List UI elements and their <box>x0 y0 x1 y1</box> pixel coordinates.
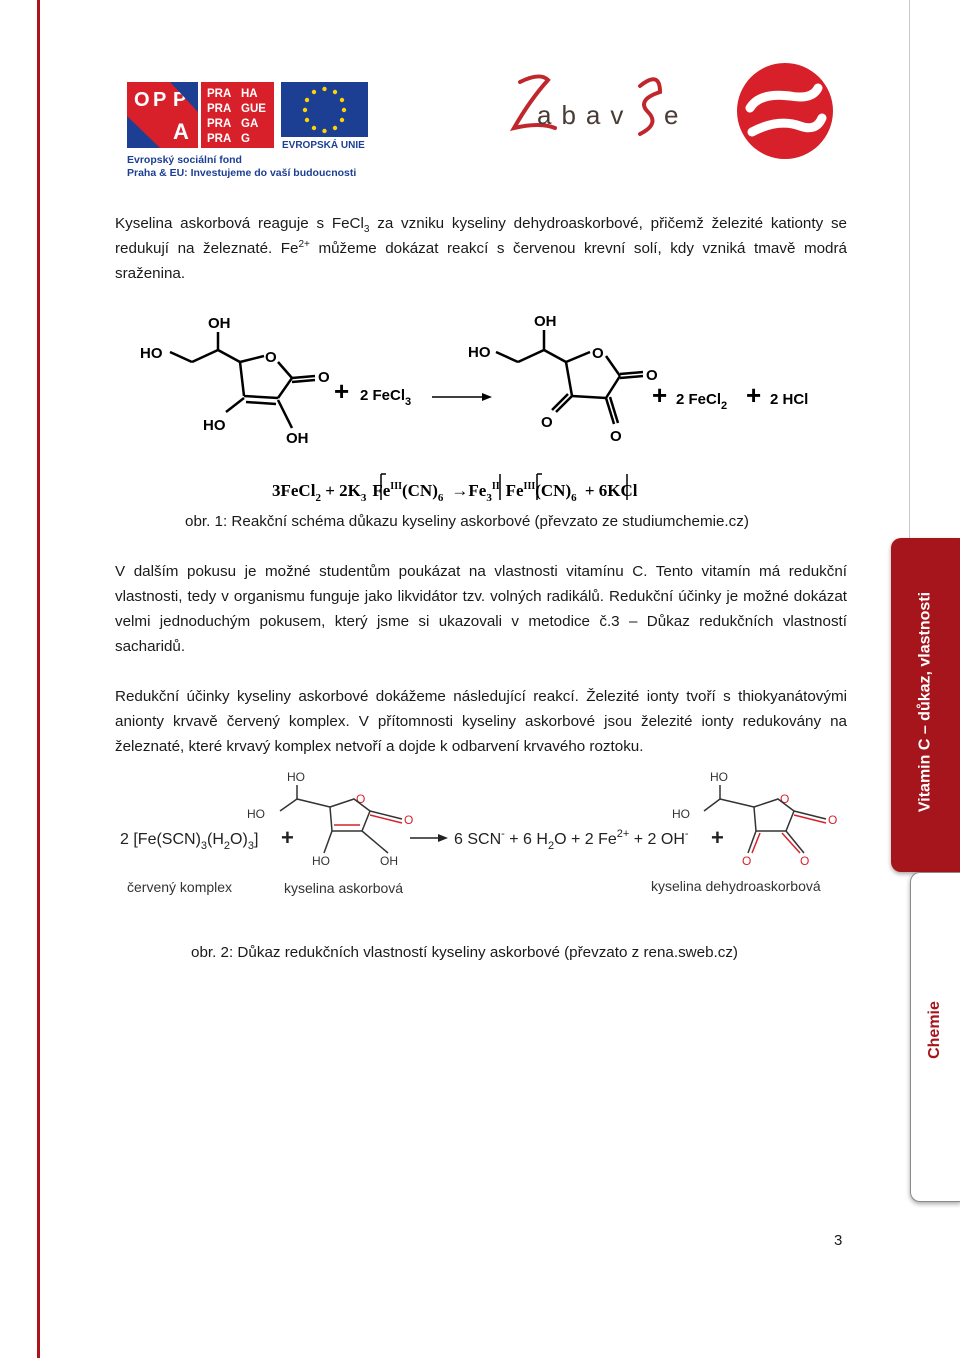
praha-text: GUE <box>241 103 266 115</box>
praha-text: GA <box>241 118 259 130</box>
atom-label: O <box>742 854 752 868</box>
reaction-arrow <box>432 393 492 401</box>
atom-label: OH <box>534 313 557 330</box>
plus-sign: + <box>746 380 762 410</box>
iron-thiocyanate-complex: 2 $[Fe(SCN)_3(H_2O)_3]$ <box>120 831 259 852</box>
atom-label: OH <box>286 430 309 447</box>
atom-label: HO <box>203 417 226 434</box>
opp-letter: A <box>173 119 189 144</box>
prussian-blue-equation <box>272 474 638 504</box>
atom-label: HO <box>468 344 491 361</box>
reaction-arrow <box>410 834 448 842</box>
figure-1-reaction-scheme <box>0 300 960 510</box>
atom-label: O <box>828 813 838 827</box>
atom-label: O <box>541 414 553 431</box>
atom-label: HO <box>287 770 305 784</box>
dehydroascorbic-bonds <box>496 330 643 424</box>
opp-letter: P <box>153 89 167 111</box>
atom-label: O <box>404 813 414 827</box>
zabavse-end: e <box>664 100 679 130</box>
subject-tab-label: Chemie <box>926 1001 943 1059</box>
label-ascorbic-acid: kyselina askorbová <box>284 880 404 896</box>
figure-2-caption: obr. 2: Důkaz redukčních vlastností kyseliny askorbové (převzato z rena.sweb.cz) <box>191 944 738 961</box>
products: 6 SCN- + 6 $H_2O + 2$ $Fe^{2+} + 2$ OH- <box>454 828 689 852</box>
text-run: za vzniku kyseliny dehydroaskorbové, přičemž železité kationty se redukují na železnaté. Fe <box>115 215 847 257</box>
atom-label: O <box>646 367 658 384</box>
zabavse-logo <box>514 76 678 134</box>
header-logos <box>0 0 960 200</box>
plus-sign: + <box>652 380 668 410</box>
praha-text: PRA <box>207 103 232 115</box>
product-hcl: 2 HCl <box>770 391 809 408</box>
paragraph-reduction-properties: V dalším pokusu je možné studentům poukázat na vlastnosti vitamínu C. Tento vitamín má redukční vlastnosti, tedy v organismu funguje jako likvidátor tzv. volných radikálů. Redukční účinky je možné dokázat velmi jednoduchým pokusem, který jsme si ukazovali v metodice č.3 – Důkaz redukčních vlastností sacharidů. <box>115 563 847 655</box>
subject-tab-chemie[interactable] <box>910 872 960 1202</box>
opp-letter: O <box>134 89 150 111</box>
ascorbic-acid-bonds <box>280 785 402 853</box>
atom-label: OH <box>380 854 398 868</box>
atom-label: O <box>265 349 277 366</box>
text-run: Kyselina askorbová reaguje s FeCl <box>115 215 364 232</box>
reagent-fecl3: 2 FeCl$_3$ <box>360 387 412 408</box>
ascorbic-acid-bonds <box>170 332 315 428</box>
opp-logo <box>127 82 198 148</box>
plus-sign: + <box>281 825 294 850</box>
paragraph-reduction-reaction: Redukční účinky kyseliny askorbové dokážeme následující reakcí. Železité ionty tvoří s thiokyanátovými anionty krvavě červený komplex. V přítomnosti kyseliny askorbové jsou železité ionty redukovány na železnaté, které krvavý komplex netvoří a dojde k odbarvení krvavého roztoku. <box>115 688 847 755</box>
atom-label: HO <box>247 807 265 821</box>
product-fecl2: 2 FeCl$_2$ <box>676 391 728 412</box>
atom-label: O <box>800 854 810 868</box>
atom-label: O <box>610 428 622 445</box>
opp-letter: P <box>173 89 187 111</box>
plus-sign: + <box>711 825 724 850</box>
subscript: 3 <box>363 224 370 236</box>
atom-label: O <box>780 792 790 806</box>
figure-2-reduction-reaction <box>0 765 960 905</box>
praha-text: PRA <box>207 118 232 130</box>
praha-text: PRA <box>207 88 232 100</box>
atom-label: O <box>356 792 366 806</box>
atom-label: HO <box>140 345 163 362</box>
atom-label: O <box>592 345 604 362</box>
eu-label: EVROPSKÁ UNIE <box>282 140 365 151</box>
circle-brand-logo <box>737 63 833 159</box>
figure-1-caption: obr. 1: Reakční schéma důkazu kyseliny askorbové (převzato ze studiumchemie.cz) <box>185 513 749 530</box>
label-red-complex: červený komplex <box>127 879 233 895</box>
section-tab-label: Vitamin C – důkaz, vlastnosti <box>916 591 934 813</box>
atom-label: HO <box>312 854 330 868</box>
atom-label: OH <box>208 315 231 332</box>
section-tab-vitamin-c[interactable] <box>891 538 960 872</box>
fund-line-1: Evropský sociální fond <box>127 154 242 166</box>
fund-line-2: Praha & EU: Investujeme do vaší budoucnosti <box>127 167 357 179</box>
label-dehydroascorbic-acid: kyselina dehydroaskorbová <box>651 878 821 894</box>
paragraph-intro <box>115 211 847 286</box>
page-number: 3 <box>834 1232 843 1249</box>
praha-text: PRA <box>207 133 232 145</box>
superscript: 2+ <box>298 238 310 250</box>
zabavse-text: abav <box>537 100 634 130</box>
eu-flag-logo <box>281 82 368 151</box>
atom-label: O <box>318 369 330 386</box>
atom-label: HO <box>710 770 728 784</box>
praha-text: G <box>241 133 250 145</box>
plus-sign: + <box>334 376 350 406</box>
left-margin-rule <box>37 0 40 1358</box>
praha-text: HA <box>241 88 258 100</box>
svg-text:3FeCl2 + 2K3FeIII(CN)6→Fe3IIFe: 3FeCl$_2$ + $2K_3$ $Fe^{III}(CN)_6 \to Fe_3^{II}$ $Fe^{III}(CN)_6 + 6KCl$ <box>272 481 638 504</box>
praha-logo <box>201 82 274 148</box>
text-run: můžeme dokázat reakcí s červenou krevní solí, kdy vzniká tmavě modrá sraženina. <box>115 240 847 282</box>
atom-label: HO <box>672 807 690 821</box>
